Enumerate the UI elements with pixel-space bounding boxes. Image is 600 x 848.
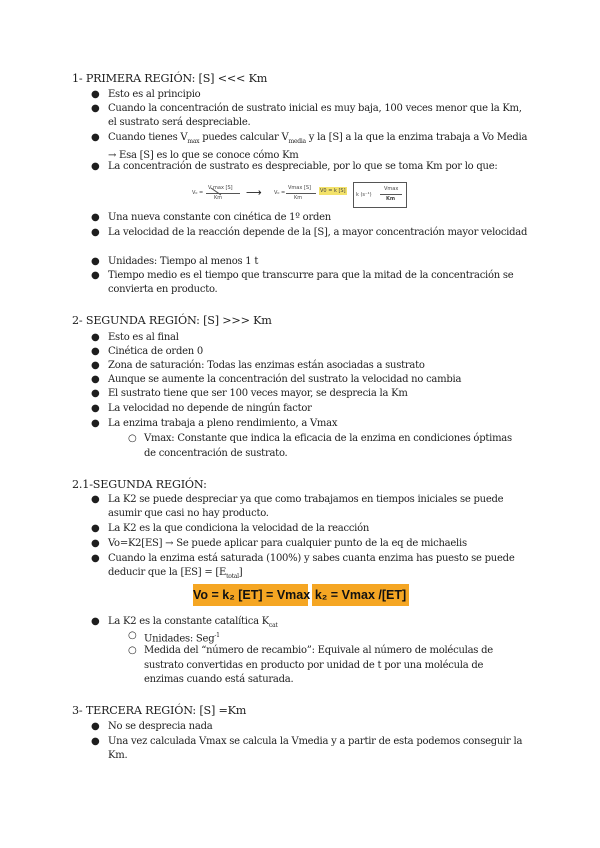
s1-item-2: Cuando la concentración de sustrato inicial es muy baja, 100 veces menor que la Km, el sustrato será despreciable.	[108, 103, 522, 129]
s3-item-2: Una vez calculada Vmax se calcula la Vmedia y a partir de esta podemos conseguir la Km.	[108, 736, 523, 762]
michaelis-formula-image: V₀ = V max [S] Km ⟶ V₀ = Vmax [S] Km V0 = k [S] k (s⁻¹) Vmax Km	[188, 185, 416, 207]
bullet: ●	[91, 374, 100, 385]
s2-item-7: La enzima trabaja a pleno rendimiento, a Vmax	[108, 418, 338, 429]
s21-item-1: La K2 se puede despreciar ya que como trabajamos en tiempos iniciales se puede asumir que casi no hay producto.	[108, 494, 504, 520]
s1-item-1: Esto es al principio	[108, 89, 201, 100]
bullet: ●	[91, 332, 100, 343]
sub-bullet: ○	[128, 630, 137, 641]
fraction-line	[206, 193, 240, 194]
s21-subitem-2: Medida del “número de recambio”: Equivale al número de moléculas de sustrato convertidas en producto por unidad de t por una molécula de enzimas cuando está saturada.	[144, 645, 493, 686]
formula-part1-denominator: Km	[214, 195, 223, 201]
s1-item-6: La velocidad de la reacción depende de la [S], a mayor concentración mayor velocidad	[108, 227, 528, 238]
bullet: ●	[91, 346, 100, 357]
bullet: ●	[91, 212, 100, 223]
bullet: ●	[91, 538, 100, 549]
s2-item-2: Cinética de orden 0	[108, 346, 204, 357]
bullet: ●	[91, 132, 100, 143]
s1-item-5: Una nueva constante con cinética de 1º orden	[108, 212, 331, 223]
s1-item-4: La concentración de sustrato es despreciable, por lo que se toma Km por lo que:	[108, 161, 498, 172]
bullet: ●	[91, 270, 100, 281]
sub-bullet: ○	[128, 433, 137, 444]
bullet: ●	[91, 721, 100, 732]
s1-item-3: Cuando tienes $V_{max}$ puedes calcular $V_{media}$ y la [S] a la que la enzima trabaja a Vo Media → Esa [S] es lo que se conoce cómo Km	[108, 132, 528, 162]
equation-k2-highlight: k₂ = Vmax /[ET]	[312, 584, 409, 606]
s2-item-6: La velocidad no depende de ningún factor	[108, 403, 312, 414]
bullet: ●	[91, 553, 100, 564]
section-1-title: 1- PRIMERA REGIÓN: [S] <<< Km	[72, 72, 268, 85]
arrow-right-icon: ⟶	[246, 186, 262, 199]
s2-item-1: Esto es al final	[108, 332, 179, 343]
s21-item-5: La K2 es la constante catalítica $K_{cat}$	[108, 616, 278, 629]
bullet: ●	[91, 403, 100, 414]
bullet: ●	[91, 418, 100, 429]
bullet: ●	[91, 616, 100, 627]
s2-item-5: El sustrato tiene que ser 100 veces mayor, se desprecia la Km	[108, 388, 408, 399]
formula-part2-numerator: Vmax [S]	[288, 185, 311, 191]
s2-subitem-1: Vmax: Constante que indica la eficacia de la enzima en condiciones óptimas de concentración de sustrato.	[144, 433, 512, 459]
sub-bullet: ○	[128, 645, 137, 656]
formula-part1-numerator: V max [S]	[208, 185, 233, 191]
section-2-1-title: 2.1-SEGUNDA REGIÓN:	[72, 478, 207, 491]
bullet: ●	[91, 227, 100, 238]
bullet: ●	[91, 494, 100, 505]
formula-part3-highlight: V0 = k [S]	[320, 188, 346, 194]
bullet: ●	[91, 388, 100, 399]
s21-subitem-1: Unidades: Seg$^{-1}$	[144, 632, 220, 645]
fraction-line	[286, 193, 316, 194]
s2-item-3: Zona de saturación: Todas las enzimas están asociadas a sustrato	[108, 360, 425, 371]
s2-item-4: Aunque se aumente la concentración del sustrato la velocidad no cambia	[108, 374, 462, 385]
s1-item-8: Tiempo medio es el tiempo que transcurre para que la mitad de la concentración se convierta en producto.	[108, 270, 514, 296]
bullet: ●	[91, 736, 100, 747]
s21-item-2: La K2 es la que condiciona la velocidad de la reacción	[108, 523, 370, 534]
bullet: ●	[91, 360, 100, 371]
bullet: ●	[91, 103, 100, 114]
bullet: ●	[91, 256, 100, 267]
section-3-title: 3- TERCERA REGIÓN: [S] =Km	[72, 704, 247, 717]
equation-vo-highlight: Vo = k₂ [ET] = Vmax	[193, 584, 308, 606]
bullet: ●	[91, 161, 100, 172]
s1-item-7: Unidades: Tiempo al menos 1 t	[108, 256, 259, 267]
formula-part2-denominator: Km	[294, 195, 303, 201]
section-2-title: 2- SEGUNDA REGIÓN: [S] >>> Km	[72, 314, 272, 327]
formula-box: k (s⁻¹) Vmax Km	[353, 182, 407, 208]
s21-item-4: Cuando la enzima está saturada (100%) y sabes cuanta enzima has puesto se puede deducir que la $[ES] = [E_{total}]$	[108, 553, 515, 581]
bullet: ●	[91, 523, 100, 534]
s3-item-1: No se desprecia nada	[108, 721, 213, 732]
s21-item-3: Vo=K2[ES] → Se puede aplicar para cualquier punto de la eq de michaelis	[108, 538, 467, 549]
bullet: ●	[91, 89, 100, 100]
